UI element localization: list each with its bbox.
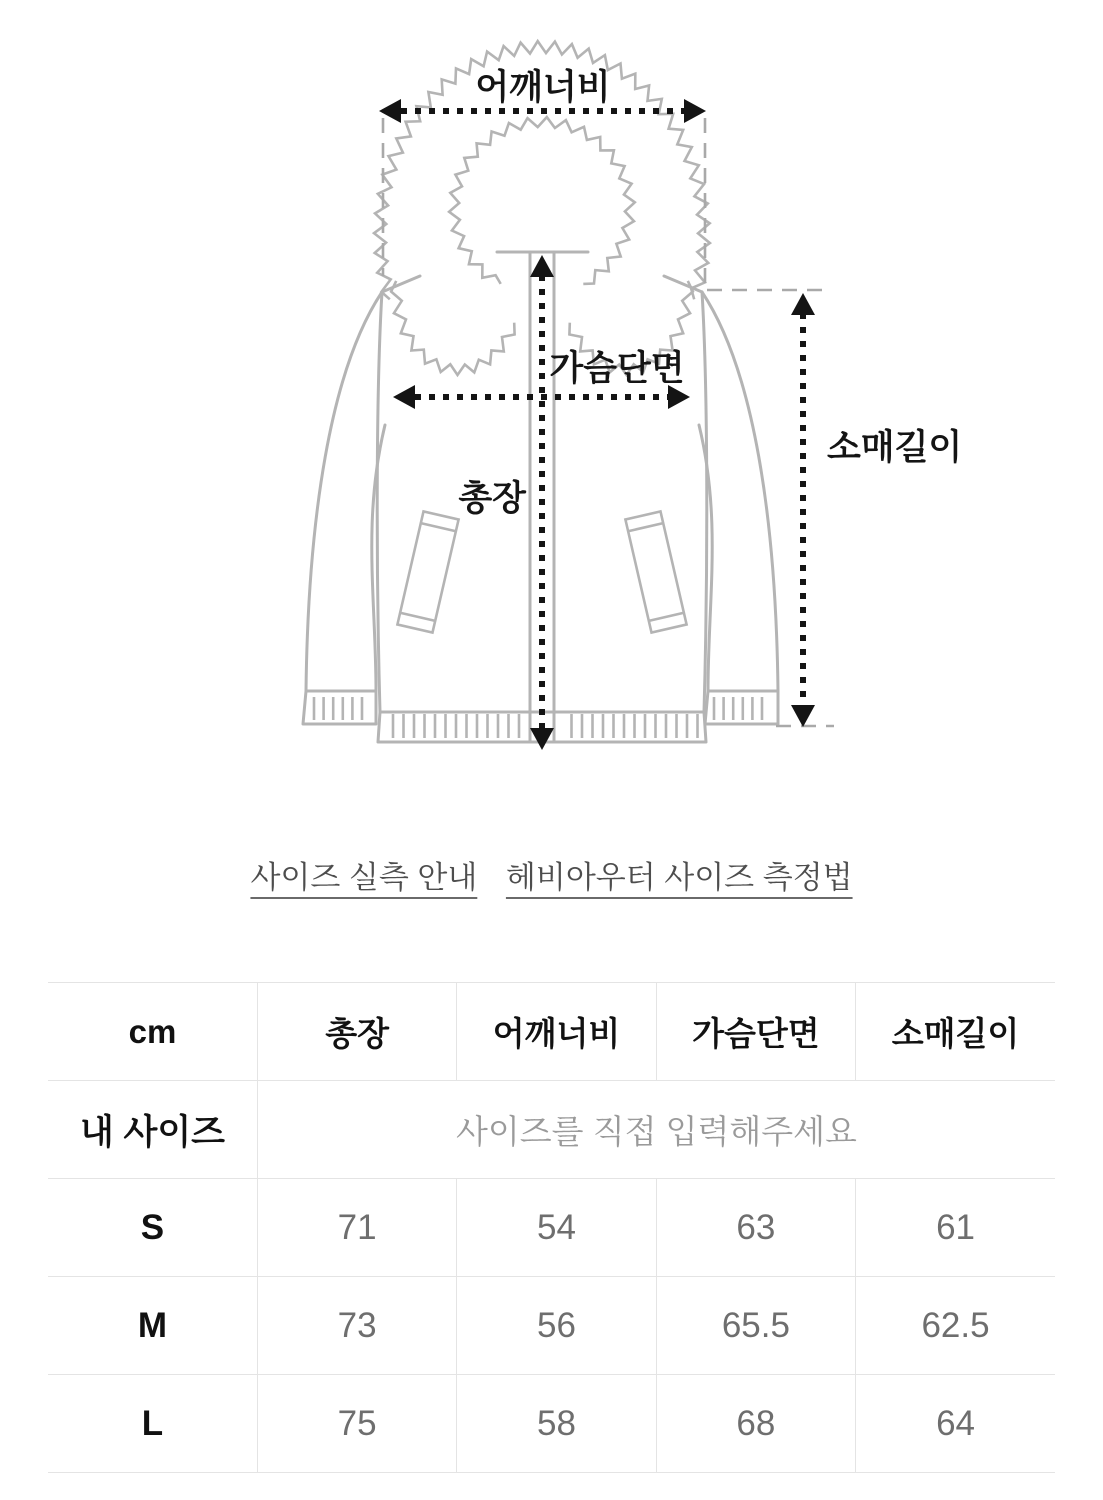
size-table — [48, 982, 1055, 1473]
body-right-edge — [702, 292, 707, 712]
sleeve-length-arrow — [791, 293, 815, 727]
size-row-l — [48, 1375, 1055, 1473]
value-cell: 61 — [856, 1179, 1055, 1277]
my-size-input[interactable]: 사이즈를 직접 입력해주세요 — [257, 1081, 1055, 1179]
value-cell: 73 — [257, 1277, 456, 1375]
total-length-arrow — [530, 255, 554, 750]
size-measure-guide-link[interactable]: 사이즈 실측 안내 — [250, 860, 478, 895]
col-header-length: 총장 — [257, 983, 456, 1081]
value-cell: 68 — [656, 1375, 855, 1473]
shoulder-width-label: 어깨너비 — [475, 68, 611, 107]
value-cell: 75 — [257, 1375, 456, 1473]
body-left-edge — [377, 292, 382, 712]
total-length-label: 총장 — [458, 479, 526, 518]
right-pocket — [625, 511, 686, 632]
size-label: S — [48, 1179, 257, 1277]
col-header-shoulder: 어깨너비 — [457, 983, 656, 1081]
right-sleeve-outer — [702, 292, 778, 691]
size-row-s — [48, 1179, 1055, 1277]
size-guide-links — [0, 856, 1103, 900]
col-header-sleeve: 소매길이 — [856, 983, 1055, 1081]
size-label: L — [48, 1375, 257, 1473]
my-size-label: 내 사이즈 — [48, 1081, 257, 1179]
unit-header: cm — [48, 983, 257, 1081]
value-cell: 63 — [656, 1179, 855, 1277]
hood-fur-flap-left — [391, 281, 514, 375]
value-cell: 56 — [457, 1277, 656, 1375]
value-cell: 62.5 — [856, 1277, 1055, 1375]
value-cell: 71 — [257, 1179, 456, 1277]
value-cell: 58 — [457, 1375, 656, 1473]
left-pocket — [397, 511, 458, 632]
value-cell: 65.5 — [656, 1277, 855, 1375]
outer-size-method-link[interactable]: 헤비아우터 사이즈 측정법 — [505, 860, 853, 895]
my-size-row — [48, 1081, 1055, 1179]
size-row-m — [48, 1277, 1055, 1375]
size-label: M — [48, 1277, 257, 1375]
col-header-chest: 가슴단면 — [656, 983, 855, 1081]
left-sleeve-outer — [306, 292, 382, 691]
value-cell: 64 — [856, 1375, 1055, 1473]
sleeve-length-label: 소매길이 — [827, 428, 963, 467]
size-table-header-row — [48, 983, 1055, 1081]
value-cell: 54 — [457, 1179, 656, 1277]
chest-width-label: 가슴단면 — [549, 349, 685, 388]
